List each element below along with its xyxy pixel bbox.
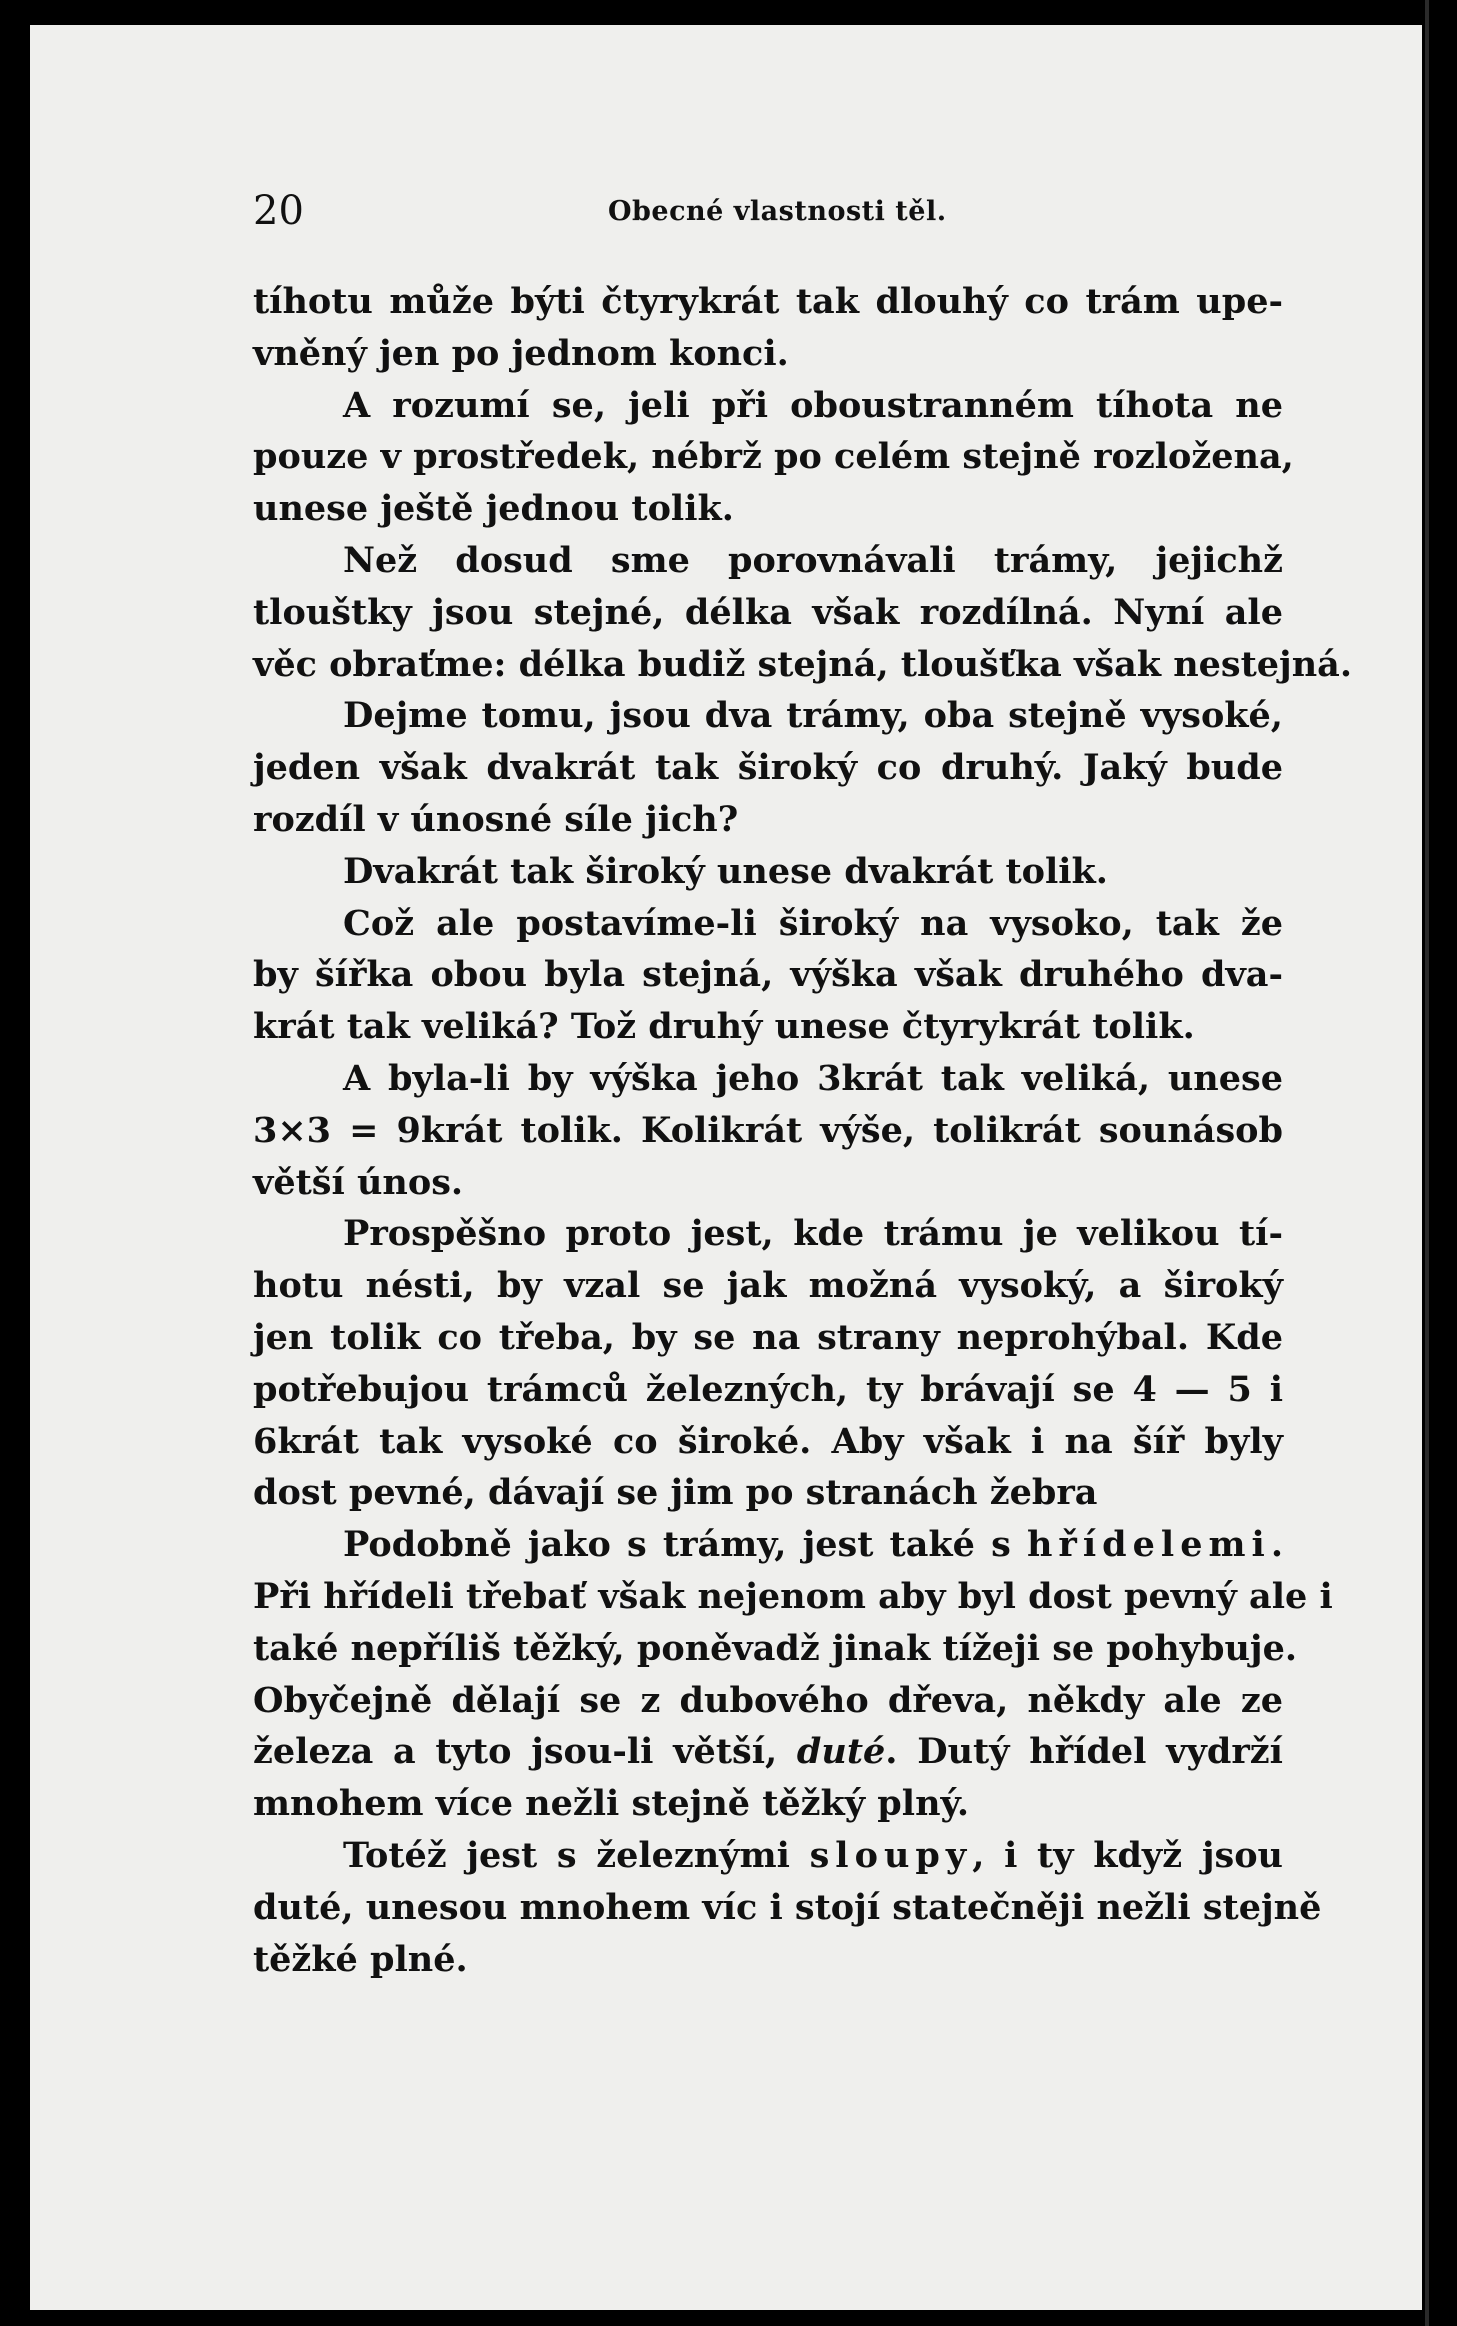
text-run: , i ty když jsou <box>972 1834 1283 1876</box>
text-line: vněný jen po jednom konci. <box>253 332 789 374</box>
text-line: dost pevné, dávají se jim po stranách žebra <box>253 1472 1098 1514</box>
text-line: A rozumí se, jeli při oboustranném tíhota ne <box>343 384 1283 426</box>
text-line: krát tak veliká? Tož druhý unese čtyrykrát tolik. <box>253 1006 1195 1048</box>
text-line: pouze v prostředek, nébrž po celém stejně rozložena, <box>253 436 1294 478</box>
text-line: unese ještě jednou tolik. <box>253 488 734 530</box>
text-line: Což ale postavíme-li široký na vysoko, tak že <box>343 902 1283 944</box>
text-line: také nepříliš těžký, poněvadž jinak tížeji se pohybuje. <box>253 1627 1298 1669</box>
text-line: duté, unesou mnohem víc i stojí statečněji nežli stejně <box>253 1886 1322 1928</box>
text-line <box>253 1726 1283 1778</box>
text-line: Při hřídeli třebať však nejenom aby byl dost pevný ale i <box>253 1575 1333 1617</box>
text-line: mnohem více nežli stejně těžký plný. <box>253 1783 970 1825</box>
text-line: jeden však dvakrát tak široký co druhý. Jaký bude <box>253 747 1283 789</box>
text-line: tlouštky jsou stejné, délka však rozdílná. Nyní ale <box>253 591 1283 633</box>
text-line: hotu nésti, by vzal se jak možná vysoký, a široký <box>253 1265 1283 1307</box>
text-run: Totéž jest s železnými <box>343 1834 810 1876</box>
body-text <box>253 276 1353 1985</box>
text-line: tíhotu může býti čtyrykrát tak dlouhý co trám upe- <box>253 281 1283 322</box>
text-line: Dejme tomu, jsou dva trámy, oba stejně vysoké, <box>343 695 1283 737</box>
text-run: . <box>1270 1524 1283 1566</box>
text-run: . Dutý hřídel vydrží <box>885 1731 1283 1773</box>
spaced-term: sloupy <box>809 1834 973 1876</box>
text-line: Než dosud sme porovnávali trámy, jejichž <box>343 539 1283 581</box>
text-line: Prospěšno proto jest, kde trámu je velikou tí- <box>343 1213 1283 1255</box>
text-line: větší únos. <box>253 1161 464 1203</box>
text-line <box>253 1519 1283 1571</box>
text-line: Obyčejně dělají se z dubového dřeva, někdy ale ze <box>253 1679 1283 1721</box>
text-line: 3×3 = 9krát tolik. Kolikrát výše, tolikrát sounásob <box>253 1109 1283 1151</box>
text-line: těžké plné. <box>253 1938 468 1980</box>
text-line <box>253 1830 1283 1882</box>
text-run: železa a tyto jsou-li větší, <box>253 1731 797 1773</box>
text-line: by šířka obou byla stejná, výška však druhého dva- <box>253 954 1283 996</box>
text-line: Dvakrát tak široký unese dvakrát tolik. <box>343 850 1108 892</box>
text-line: 6krát tak vysoké co široké. Aby však i na šíř byly <box>253 1420 1283 1462</box>
text-line: A byla-li by výška jeho 3krát tak veliká, unese <box>343 1057 1283 1099</box>
page-number: 20 <box>253 188 304 234</box>
running-title: Obecné vlastnosti těl. <box>608 196 947 227</box>
page-header <box>253 188 1283 248</box>
text-line: jen tolik co třeba, by se na strany neprohýbal. Kde <box>253 1316 1283 1358</box>
page-edge <box>1425 0 1429 2326</box>
text-line: rozdíl v únosné síle jich? <box>253 798 739 840</box>
spaced-term: hřídelemi <box>1026 1524 1271 1566</box>
text-line: věc obraťme: délka budiž stejná, tloušťka však nestejná. <box>253 643 1353 685</box>
text-run: Podobně jako s trámy, jest také s <box>343 1524 1027 1566</box>
text-line: potřebujou trámců železných, ty brávají se 4 — 5 i <box>253 1368 1283 1410</box>
italic-term: duté <box>796 1731 886 1773</box>
